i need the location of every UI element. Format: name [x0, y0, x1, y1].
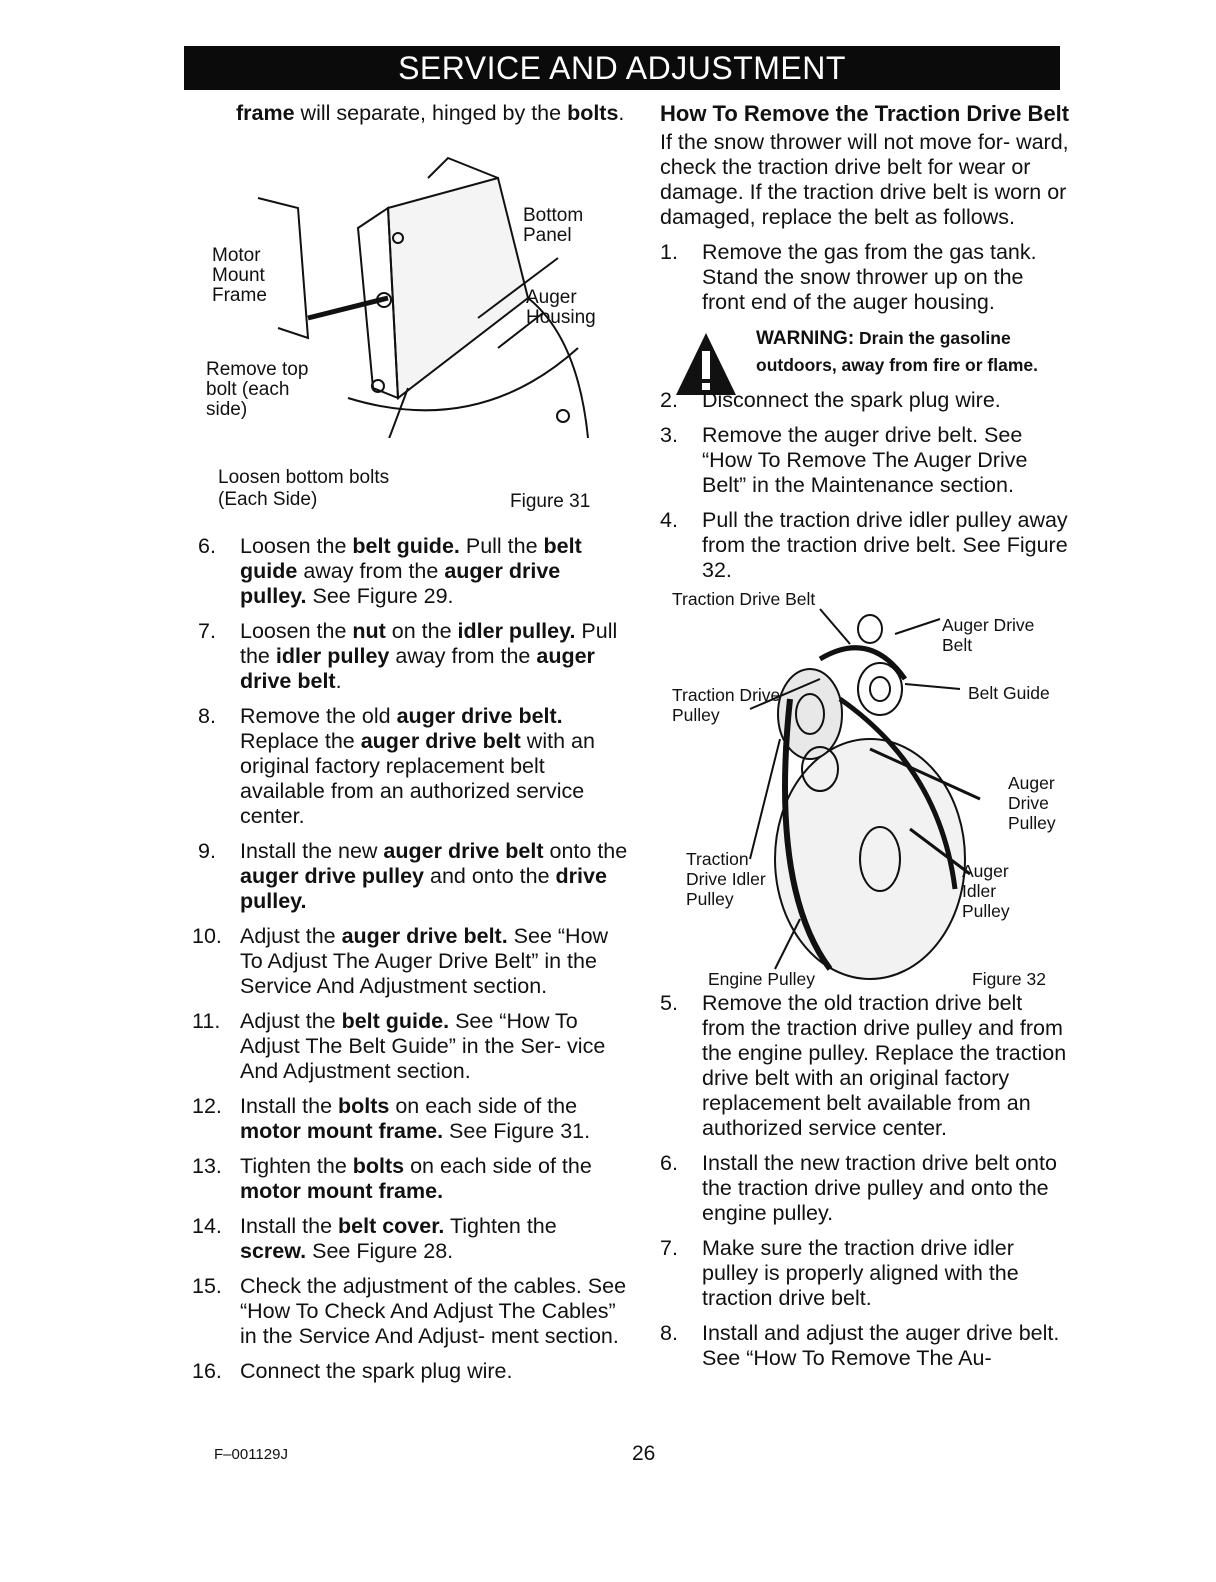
step-number: 10.: [192, 924, 222, 948]
label-motor-mount-frame: Motor Mount Frame: [212, 245, 267, 306]
label-traction-drive-pulley: Traction Drive Pulley: [672, 685, 781, 725]
left-step-13: [192, 1154, 628, 1204]
left-step-15: [192, 1274, 628, 1349]
step-text: Remove the old traction drive belt from the traction drive pulley and from the engine pulley. Replace the traction drive belt with an original factory replacement belt available from an authorized service center.: [702, 991, 1067, 1140]
step-number: 4.: [660, 508, 678, 532]
step-number: 13.: [192, 1154, 222, 1178]
label-auger-housing: Auger Housing: [526, 287, 596, 328]
label-bottom-panel: Bottom Panel: [523, 205, 584, 246]
step-number: 2.: [660, 388, 678, 412]
left-step-14: [192, 1214, 628, 1264]
left-step-6: [198, 534, 628, 609]
step-number: 9.: [198, 839, 216, 863]
warning-text: Drain the gasoline outdoors, away from fire or flame.: [756, 328, 1038, 375]
right-step-8: [660, 1321, 1070, 1371]
step-text: Install the bolts on each side of the motor mount frame. See Figure 31.: [240, 1094, 591, 1143]
label-auger-drive-belt: Auger Drive Belt: [942, 615, 1035, 655]
label-engine-pulley: Engine Pulley: [708, 969, 816, 989]
left-step-7: [198, 619, 628, 694]
step-text: Loosen the nut on the idler pulley. Pull the idler pulley away from the auger drive belt.: [240, 619, 618, 693]
left-step-10: [192, 924, 628, 999]
figure-32-caption: Figure 32: [972, 969, 1046, 989]
right-step-5: [660, 991, 1070, 1141]
step-number: 1.: [660, 240, 678, 264]
label-each-side: (Each Side): [218, 489, 318, 510]
step-text: Remove the auger drive belt. See “How To Remove The Auger Drive Belt” in the Maintenance section.: [702, 423, 1028, 497]
step-number: 6.: [198, 534, 216, 558]
right-step-6: [660, 1151, 1070, 1226]
right-step-2: [660, 388, 1070, 413]
left-steps-list: [192, 534, 628, 1384]
left-step-8: [198, 704, 628, 829]
step-number: 16.: [192, 1359, 222, 1383]
step-number: 8.: [660, 1321, 678, 1345]
warning-label: WARNING:: [756, 328, 855, 349]
left-step-16: [192, 1359, 628, 1384]
intro-text: will separate, hinged by the: [294, 101, 568, 125]
step-text: Remove the old auger drive belt. Replace the auger drive belt with an original factory replacement belt available from an authorized service center.: [240, 704, 595, 828]
right-steps-list-b: [660, 991, 1070, 1371]
right-column: [660, 101, 1070, 1381]
step-text: Install and adjust the auger drive belt. See “How To Remove The Au-: [702, 1321, 1060, 1370]
step-number: 11.: [192, 1009, 221, 1033]
label-loosen-bottom-bolts: Loosen bottom bolts: [218, 467, 390, 488]
label-auger-idler-pulley: Auger Idler Pulley: [962, 861, 1010, 921]
intro-bold-frame: frame: [236, 101, 295, 125]
intro-paragraph: [198, 101, 628, 126]
step-text: Check the adjustment of the cables. See “How To Check And Adjust The Cables” in the Service And Adjust- ment section.: [240, 1274, 627, 1348]
step-number: 6.: [660, 1151, 678, 1175]
right-step-4: [660, 508, 1070, 583]
step-text: Remove the gas from the gas tank. Stand the snow thrower up on the front end of the auger housing.: [702, 240, 1037, 314]
step-number: 14.: [192, 1214, 222, 1238]
step-text: Pull the traction drive idler pulley away from the traction drive belt. See Figure 32.: [702, 508, 1068, 582]
figure-31: [198, 138, 628, 512]
intro-bold-bolts: bolts: [567, 101, 619, 125]
figure-31-caption: Figure 31: [510, 491, 591, 512]
right-step-7: [660, 1236, 1070, 1311]
label-traction-drive-belt: Traction Drive Belt: [672, 589, 816, 609]
step-number: 8.: [198, 704, 216, 728]
step-text: Connect the spark plug wire.: [240, 1359, 513, 1383]
label-traction-drive-idler-pulley: Traction Drive Idler Pulley: [686, 849, 766, 909]
step-number: 7.: [660, 1236, 678, 1260]
step-number: 7.: [198, 619, 216, 643]
step-text: Install the new auger drive belt onto the auger drive pulley and onto the drive pulley.: [240, 839, 628, 913]
warning-block: [660, 325, 1070, 378]
label-auger-drive-pulley: Auger Drive Pulley: [1008, 773, 1056, 833]
right-steps-list-a: [660, 388, 1070, 583]
section-banner: SERVICE AND ADJUSTMENT: [184, 46, 1060, 90]
left-column: [192, 101, 628, 1394]
left-step-12: [192, 1094, 628, 1144]
left-step-9: [198, 839, 628, 914]
step-text: Make sure the traction drive idler pulley is properly aligned with the traction drive belt.: [702, 1236, 1019, 1310]
step-number: 5.: [660, 991, 678, 1015]
step-text: Tighten the bolts on each side of the motor mount frame.: [240, 1154, 592, 1203]
step-number: 12.: [192, 1094, 222, 1118]
page-number: 26: [632, 1442, 656, 1465]
step-text: Adjust the belt guide. See “How To Adjust The Belt Guide” in the Ser- vice And Adjustment section.: [240, 1009, 606, 1083]
right-step-1: [660, 240, 1070, 315]
step-text: Loosen the belt guide. Pull the belt guide away from the auger drive pulley. See Figure 29.: [240, 534, 582, 608]
document-code: F–001129J: [214, 1446, 288, 1463]
figure-32: [670, 589, 1070, 991]
left-step-11: [192, 1009, 628, 1084]
right-step-3: [660, 423, 1070, 498]
step-number: 3.: [660, 423, 678, 447]
step-text: Adjust the auger drive belt. See “How To Adjust The Auger Drive Belt” in the Service And Adjustment section.: [240, 924, 609, 998]
step-text: Install the new traction drive belt onto the traction drive pulley and onto the engine pulley.: [702, 1151, 1057, 1225]
label-remove-top-bolt: Remove top bolt (each side): [206, 359, 309, 420]
intro-end: .: [618, 101, 625, 125]
step-text: Install the belt cover. Tighten the screw. See Figure 28.: [240, 1214, 557, 1263]
right-intro: If the snow thrower will not move for- ward, check the traction drive belt for wear or damage. If the traction drive belt is worn or damaged, replace the belt as follows.: [660, 130, 1069, 229]
section-heading: How To Remove the Traction Drive Belt: [660, 101, 1070, 126]
step-number: 15.: [192, 1274, 222, 1298]
label-belt-guide: Belt Guide: [968, 683, 1050, 703]
step-text: Disconnect the spark plug wire.: [702, 388, 1001, 412]
